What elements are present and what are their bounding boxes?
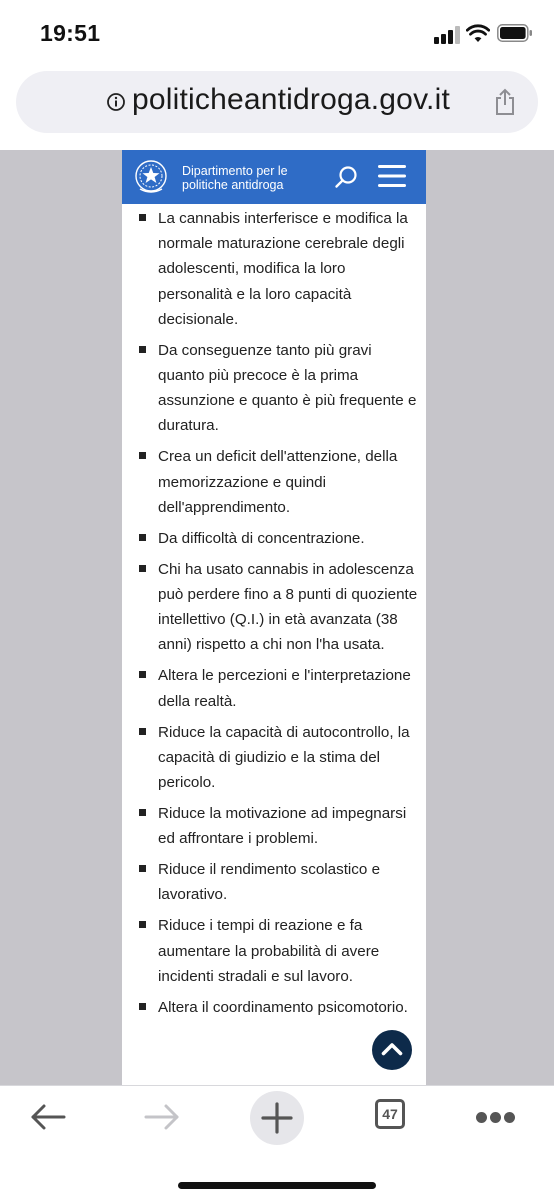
list-item-text: Da conseguenze tanto più gravi quanto più precoce è la prima assunzione e quanto è più frequente e duratura. — [158, 341, 417, 435]
web-viewport[interactable] — [0, 150, 554, 1085]
signal-icon — [434, 26, 460, 44]
site-header — [122, 150, 426, 204]
back-arrow-icon[interactable] — [28, 1102, 68, 1132]
list-item-text: Riduce il rendimento scolastico e lavorativo. — [158, 861, 381, 904]
new-tab-button[interactable] — [250, 1091, 304, 1145]
list-item-text: Da difficoltà di concentrazione. — [158, 529, 365, 547]
bullet-marker — [139, 534, 146, 541]
status-bar — [0, 0, 554, 64]
web-page — [122, 150, 426, 1085]
list-item-text: Riduce i tempi di reazione e fa aumentare la probabilità di avere incidenti stradali e sul lavoro. — [158, 917, 380, 985]
emblem-icon[interactable] — [134, 159, 168, 195]
home-indicator[interactable] — [178, 1182, 376, 1189]
more-icon[interactable] — [476, 1112, 516, 1124]
bullet-marker — [139, 865, 146, 872]
wifi-icon — [466, 23, 490, 43]
bullet-marker — [139, 452, 146, 459]
list-item-text: Riduce la capacità di autocontrollo, la capacità di giudizio e la stima del pericolo. — [158, 723, 410, 792]
forward-arrow-icon[interactable] — [142, 1102, 182, 1132]
address-bar[interactable] — [16, 71, 538, 133]
url-area — [0, 64, 554, 150]
url-text[interactable]: politicheantidroga.gov.it — [132, 83, 450, 116]
list-item — [122, 338, 426, 439]
search-icon[interactable] — [334, 165, 358, 189]
info-icon[interactable] — [106, 92, 126, 112]
plus-icon — [261, 1102, 293, 1134]
list-item — [122, 526, 426, 551]
bullet-marker — [139, 728, 146, 735]
site-title[interactable]: Dipartimento per le politiche antidroga — [182, 164, 288, 192]
list-item — [122, 857, 426, 907]
chevron-up-icon — [381, 1040, 403, 1058]
battery-icon — [497, 24, 533, 42]
bullet-marker — [139, 671, 146, 678]
bullet-marker — [139, 921, 146, 928]
list-item — [122, 720, 426, 796]
bullet-marker — [139, 1003, 146, 1010]
bullet-marker — [139, 214, 146, 221]
bullet-marker — [139, 809, 146, 816]
list-item-text: Crea un deficit dell'attenzione, della memorizzazione e quindi dell'apprendimento. — [158, 448, 398, 516]
list-item-text: Riduce la motivazione ad impegnarsi ed affrontare i problemi. — [158, 805, 407, 848]
list-item — [122, 663, 426, 713]
list-item — [122, 913, 426, 989]
list-item — [122, 801, 426, 851]
list-item-text: La cannabis interferisce e modifica la normale maturazione cerebrale degli adolescenti, modifica la loro personalità e la loro capacità decisionale. — [158, 210, 408, 328]
list-item — [122, 206, 426, 332]
list-item-text: Altera le percezioni e l'interpretazione della realtà. — [158, 667, 411, 710]
back-to-top-button[interactable] — [372, 1030, 412, 1070]
list-item-text: Altera il coordinamento psicomotorio. — [158, 998, 408, 1016]
list-item — [122, 995, 426, 1020]
browser-toolbar — [0, 1085, 554, 1201]
bullet-marker — [139, 346, 146, 353]
list-item — [122, 444, 426, 520]
share-icon[interactable] — [493, 88, 517, 116]
list-item-text: Chi ha usato cannabis in adolescenza può perdere fino a 8 punti di quoziente intellettivo (Q.I.) in età avanzata (38 anni) rispetto a chi non l'ha usata. — [158, 560, 418, 654]
content-list — [122, 206, 426, 1026]
status-time: 19:51 — [40, 20, 101, 46]
list-item — [122, 557, 426, 658]
tabs-icon[interactable]: 47 — [375, 1099, 405, 1129]
bullet-marker — [139, 565, 146, 572]
menu-icon[interactable] — [378, 164, 406, 188]
